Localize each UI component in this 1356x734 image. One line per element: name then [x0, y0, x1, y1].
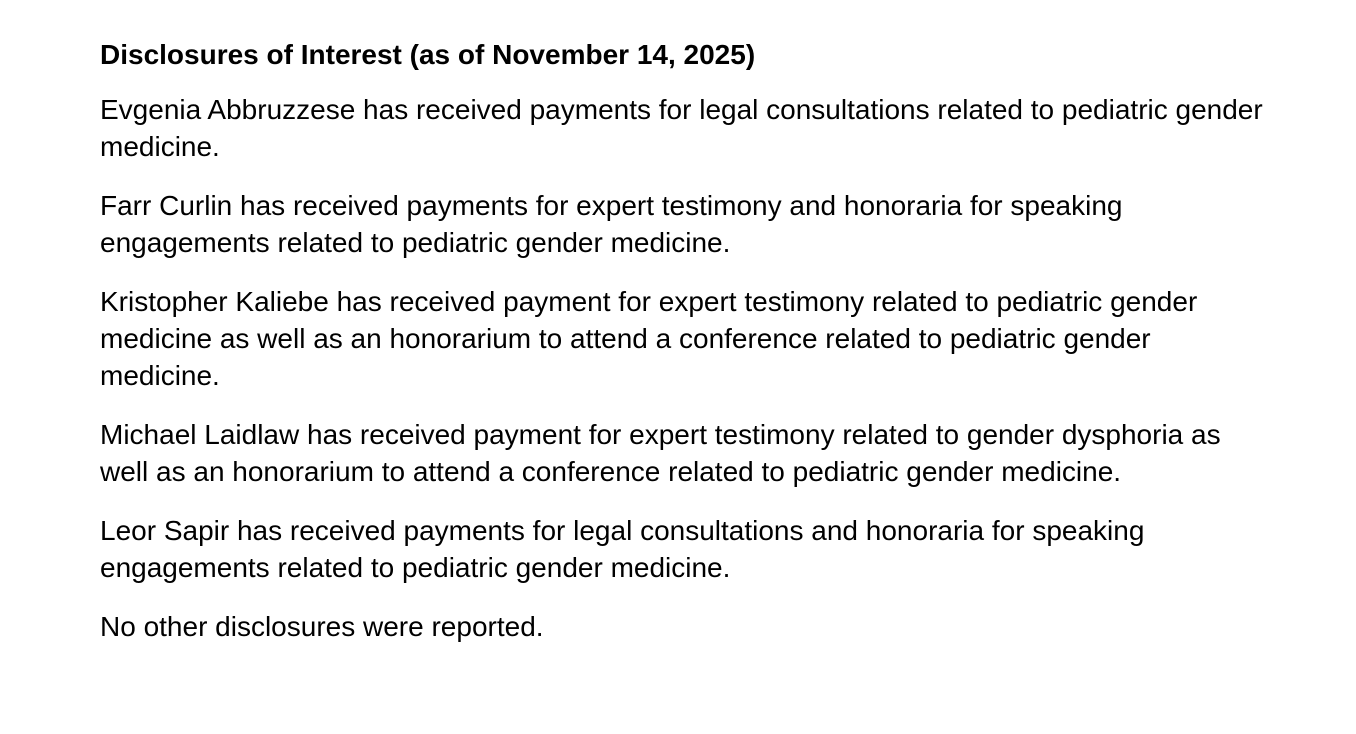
- disclosure-paragraph-laidlaw: Michael Laidlaw has received payment for expert testimony related to gender dysphoria as well as an honorarium to attend a conference related to pediatric gender medicine.: [100, 419, 1221, 487]
- disclosure-paragraph-no-other: No other disclosures were reported.: [100, 611, 544, 642]
- disclosure-paragraph-abbruzzese: Evgenia Abbruzzese has received payments for legal consultations related to pediatric gender medicine.: [100, 94, 1263, 162]
- disclosure-paragraph-curlin: Farr Curlin has received payments for expert testimony and honoraria for speaking engagements related to pediatric gender medicine.: [100, 190, 1123, 258]
- disclosure-paragraph-sapir: Leor Sapir has received payments for legal consultations and honoraria for speaking engagements related to pediatric gender medicine.: [100, 515, 1145, 583]
- page-title: Disclosures of Interest (as of November 14, 2025): [100, 39, 756, 70]
- disclosure-paragraph-kaliebe: Kristopher Kaliebe has received payment for expert testimony related to pediatric gender medicine as well as an honorarium to attend a conference related to pediatric gender medicine.: [100, 286, 1198, 391]
